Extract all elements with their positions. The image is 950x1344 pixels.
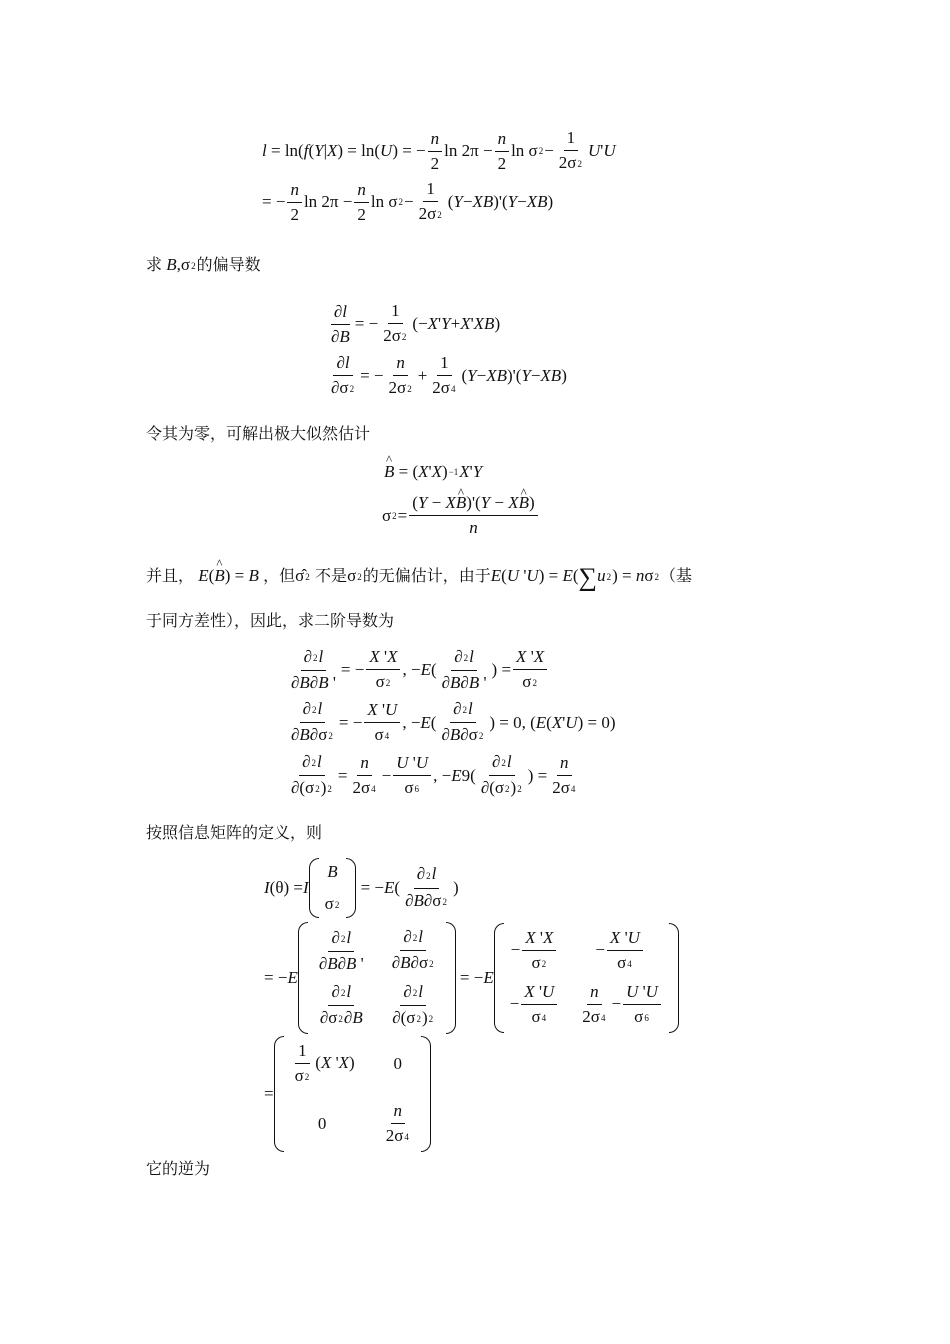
text-set-zero: 令其为零，可解出极大似然估计 [146,424,371,443]
matrix-second-derivatives: $\frac{\partial 2l}{\partial B\partial B '}$ $\frac{\partial 2l}{\partial B\partial\sigma 2}$ $\frac{\partial 2l}{\partial\sigma 2\partial B}$ $\frac{\partial 2l}{\partial(\sigma 2)2}$ [298,922,456,1034]
equation-information-matrix-2: = − E $\frac{\partial 2l}{\partial B\partial B '}$ $\frac{\partial 2l}{\partial B\partial\sigma 2}$ $\frac{\partial 2l}{\partial\sigma 2\partial B}$ $\frac{\partial 2l}{\partial(\sigma 2)2}$ = − E − $\frac{X 'X}{\sigma 2}$ − $\frac{X 'U}{\sigma 4}$ − $\frac{X 'U}{\sigma 4}$ $\frac{n}{2\sigma 4}$ − $\frac{U 'U}{\sigma 6}$ [264,922,679,1034]
equation-information-matrix-1: I (θ) = I B σ2 = − E ( $\frac{\partial 2l}{\partial B\partial\sigma 2}$ ) [264,858,459,918]
equation-second-derivative-bb: $\frac{\partial 2l}{\partial B\partial B '}$ = − $\frac{X 'X}{\sigma 2}$ , − E ( $\frac{\partial 2l}{\partial B\partial B '}$ ) = $\frac{X 'X}{\sigma 2}$ [286,646,549,694]
equation-mle-b: ^ B = ( X ' X ) −1 X ' Y [384,462,482,482]
text-partial-derivatives: 求 B,σ2的偏导数 [146,255,261,274]
text-inverse: 它的逆为 [146,1159,211,1178]
text-unbiased: 并且， E(^ B) = B ，但σ̂2 不是σ2的无偏估计，由于E(U 'U) = E(∑u2) = nσ2（基 [146,563,692,586]
equation-information-matrix-3: = $\frac{1}{\sigma 2}$ (X 'X) 0 0 $\frac{n}{2\sigma 4}$ [264,1036,431,1152]
equation-mle-sigma: σ 2 = $\frac{(Y - X\^{} B)'(Y - X\^{} B)}{n}$ [382,492,540,539]
equation-second-derivative-bsigma: $\frac{\partial 2l}{\partial B\partial\sigma 2}$ = − $\frac{X 'U}{\sigma 4}$ , − E ( $\frac{\partial 2l}{\partial B\partial\sigma 2}$ ) = 0, ( E ( X ' U ) = 0) [291,699,616,745]
equation-log-likelihood-2: = − $\frac{n}{2}$ ln 2π − $\frac{n}{2}$ ln σ 2 − $\frac{1}{2\sigma 2}$ ( Y − XB )'( Y − XB ) [262,179,554,224]
text-homoscedastic: 于同方差性），因此，求二阶导数为 [146,611,395,630]
equation-second-derivative-sigmasigma: $\frac{\partial 2l}{\partial(\sigma 2)2}$ = $\frac{n}{2\sigma 4}$ − $\frac{U 'U}{\sigma 6}$ , − E 9( $\frac{\partial 2l}{\partial(\sigma 2)2}$ ) = $\frac{n}{2\sigma 4}$ [291,752,576,798]
matrix-expectations: − $\frac{X 'X}{\sigma 2}$ − $\frac{X 'U}{\sigma 4}$ − $\frac{X 'U}{\sigma 4}$ $\frac{n}{2\sigma 4}$ − $\frac{U 'U}{\sigma 6}$ [494,923,679,1033]
equation-first-derivative-sigma: $\frac{\partial l}{\partial\sigma 2}$ = − $\frac{n}{2\sigma 2}$ + $\frac{1}{2\sigma 4}$ ( Y − XB )'( Y − XB ) [331,353,567,397]
matrix-theta: B σ2 [309,858,357,918]
text-information-matrix: 按照信息矩阵的定义，则 [146,823,323,842]
equation-first-derivative-b: $\frac{\partial l}{\partial B}$ = − $\frac{1}{2\sigma 2}$ (− X ' Y + X ' XB ) [331,301,501,346]
matrix-result: $\frac{1}{\sigma 2}$ (X 'X) 0 0 $\frac{n}{2\sigma 4}$ [274,1036,431,1152]
equation-log-likelihood-1: l = ln( f ( Y | X ) = ln( U ) = − $\frac{n}{2}$ ln 2π − $\frac{n}{2}$ ln σ 2 − $\frac{1}{2\sigma 2}$ U ' U [262,128,616,173]
